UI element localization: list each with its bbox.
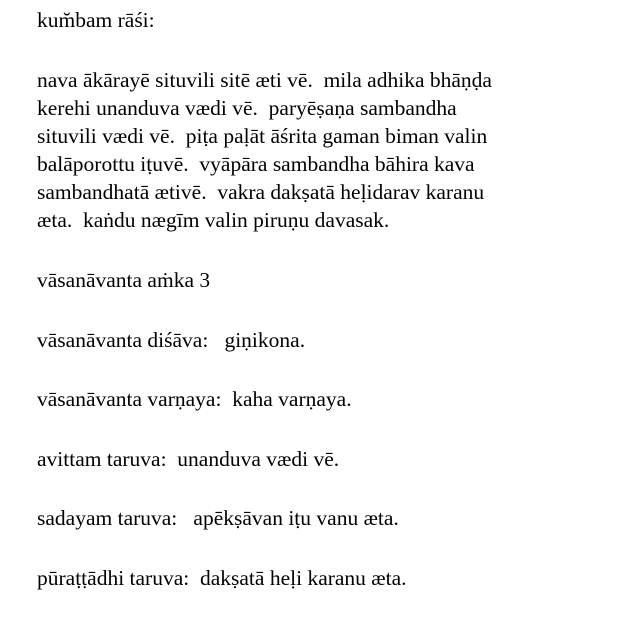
avittam-star: avittam taruva: unanduva vædi vē. xyxy=(37,446,340,471)
paragraph-line: balāporottu iṭuvē. vyāpāra sambandha bāhira kava xyxy=(37,152,475,176)
paragraph-line: æta. kaṅdu nægīm valin piruṇu davasak. xyxy=(37,208,390,232)
lucky-color: vāsanāvanta varṇaya: kaha varṇaya. xyxy=(37,387,352,411)
sign-heading: kum̆bam rāśi: xyxy=(37,8,155,32)
paragraph-line: kerehi unanduva vædi vē. paryēṣaṇa sambandha xyxy=(37,96,457,120)
horoscope-document xyxy=(37,6,627,592)
paragraph-line: sambandhatā ætivē. vakra dakṣatā heḷidarav karanu xyxy=(37,180,485,204)
lucky-number: vāsanāvanta aṁka 3 xyxy=(37,268,211,292)
paragraph-line: nava ākārayē situvili sitē æti vē. mila adhika bhāṇḍa xyxy=(37,68,492,92)
horoscope-paragraph xyxy=(37,66,627,234)
sadayam-star: sadayam taruva: apēkṣāvan iṭu vanu æta. xyxy=(37,506,399,530)
puratthadhi-star: pūraṭṭādhi taruva: dakṣatā heḷi karanu æta. xyxy=(37,565,407,590)
paragraph-line: situvili vædi vē. piṭa paḷāt āśrita gaman biman valin xyxy=(37,124,488,148)
lucky-direction: vāsanāvanta diśāva: giṇikona. xyxy=(37,327,306,352)
